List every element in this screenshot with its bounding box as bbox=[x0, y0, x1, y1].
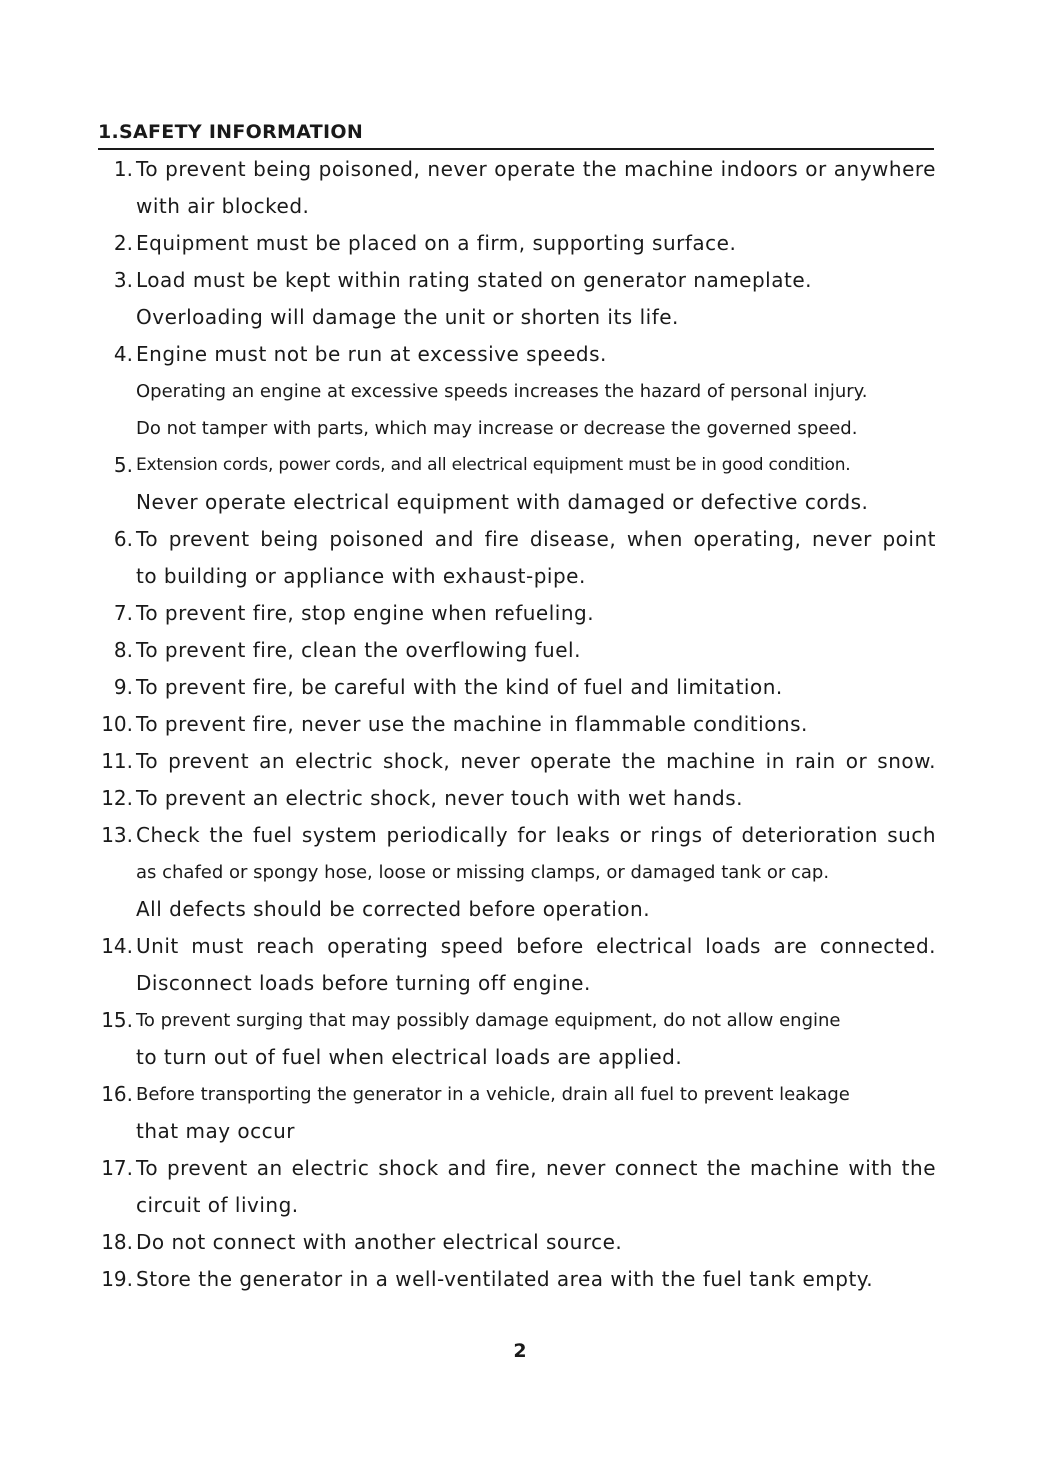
item-text: To prevent an electric shock and fire, never connect the machine with the bbox=[136, 1156, 936, 1180]
item-text: Unit must reach operating speed before electrical loads are connected. bbox=[136, 934, 936, 958]
item-number: 19. bbox=[101, 1267, 133, 1291]
list-item bbox=[0, 447, 1040, 484]
item-text: Store the generator in a well-ventilated area with the fuel tank empty. bbox=[136, 1267, 874, 1291]
list-item bbox=[0, 780, 1040, 817]
item-text: to turn out of fuel when electrical loads are applied. bbox=[136, 1045, 683, 1069]
item-text: Do not connect with another electrical source. bbox=[136, 1230, 623, 1254]
item-text: To prevent surging that may possibly damage equipment, do not allow engine bbox=[136, 1010, 841, 1031]
item-text: Before transporting the generator in a vehicle, drain all fuel to prevent leakage bbox=[136, 1084, 850, 1105]
item-text: Overloading will damage the unit or shorten its life. bbox=[136, 305, 679, 329]
list-item-continuation bbox=[0, 484, 1040, 521]
item-text: To prevent being poisoned, never operate the machine indoors or anywhere bbox=[136, 157, 936, 181]
list-item-continuation bbox=[0, 188, 1040, 225]
list-item bbox=[0, 1076, 1040, 1113]
list-item bbox=[0, 928, 1040, 965]
item-number: 3. bbox=[113, 268, 133, 292]
item-number: 14. bbox=[101, 934, 133, 958]
item-text: To prevent an electric shock, never touch with wet hands. bbox=[136, 786, 743, 810]
item-number: 15. bbox=[101, 1008, 133, 1032]
item-number: 5. bbox=[113, 453, 133, 477]
item-text: Extension cords, power cords, and all electrical equipment must be in good condition. bbox=[136, 455, 851, 475]
item-text: that may occur bbox=[136, 1119, 296, 1143]
list-item bbox=[0, 1150, 1040, 1187]
section-heading-rule bbox=[98, 118, 934, 150]
list-item-continuation bbox=[0, 1039, 1040, 1076]
item-text: Disconnect loads before turning off engine. bbox=[136, 971, 591, 995]
item-text: Load must be kept within rating stated on generator nameplate. bbox=[136, 268, 812, 292]
item-number: 10. bbox=[101, 712, 133, 736]
item-number: 18. bbox=[101, 1230, 133, 1254]
item-number: 2. bbox=[113, 231, 133, 255]
item-text: circuit of living. bbox=[136, 1193, 299, 1217]
item-text: To prevent fire, never use the machine in flammable conditions. bbox=[136, 712, 808, 736]
list-item bbox=[0, 336, 1040, 373]
list-item bbox=[0, 521, 1040, 558]
list-item bbox=[0, 595, 1040, 632]
item-text: Do not tamper with parts, which may increase or decrease the governed speed. bbox=[136, 418, 858, 439]
list-item-continuation bbox=[0, 558, 1040, 595]
item-number: 11. bbox=[101, 749, 133, 773]
item-number: 7. bbox=[113, 601, 133, 625]
item-number: 16. bbox=[101, 1082, 133, 1106]
item-text: Equipment must be placed on a firm, supporting surface. bbox=[136, 231, 737, 255]
item-text: Operating an engine at excessive speeds increases the hazard of personal injury. bbox=[136, 381, 868, 402]
item-text: Check the fuel system periodically for leaks or rings of deterioration such bbox=[136, 823, 936, 847]
list-item bbox=[0, 1002, 1040, 1039]
list-item-continuation bbox=[0, 854, 1040, 891]
item-number: 13. bbox=[101, 823, 133, 847]
item-text: with air blocked. bbox=[136, 194, 310, 218]
page-number: 2 bbox=[513, 1340, 527, 1362]
list-item-continuation bbox=[0, 965, 1040, 1002]
item-text: Engine must not be run at excessive speeds. bbox=[136, 342, 607, 366]
item-number: 12. bbox=[101, 786, 133, 810]
item-text: All defects should be corrected before operation. bbox=[136, 897, 651, 921]
list-item bbox=[0, 743, 1040, 780]
item-text: To prevent fire, be careful with the kind of fuel and limitation. bbox=[136, 675, 783, 699]
item-number: 6. bbox=[113, 527, 133, 551]
list-item bbox=[0, 1224, 1040, 1261]
list-item bbox=[0, 151, 1040, 188]
list-item-continuation bbox=[0, 891, 1040, 928]
list-item-continuation bbox=[0, 373, 1040, 410]
item-text: To prevent being poisoned and fire disease, when operating, never point bbox=[136, 527, 936, 551]
list-item bbox=[0, 1261, 1040, 1298]
list-item bbox=[0, 225, 1040, 262]
list-item-continuation bbox=[0, 410, 1040, 447]
item-text: to building or appliance with exhaust-pipe. bbox=[136, 564, 586, 588]
item-number: 4. bbox=[113, 342, 133, 366]
safety-list bbox=[0, 151, 1040, 1298]
list-item-continuation bbox=[0, 1187, 1040, 1224]
list-item bbox=[0, 262, 1040, 299]
item-number: 1. bbox=[113, 157, 133, 181]
list-item-continuation bbox=[0, 1113, 1040, 1150]
section-heading: 1.SAFETY INFORMATION bbox=[98, 121, 364, 143]
list-item bbox=[0, 632, 1040, 669]
list-item-continuation bbox=[0, 299, 1040, 336]
item-number: 17. bbox=[101, 1156, 133, 1180]
item-number: 8. bbox=[113, 638, 133, 662]
list-item bbox=[0, 669, 1040, 706]
item-text: To prevent fire, stop engine when refueling. bbox=[136, 601, 595, 625]
list-item bbox=[0, 817, 1040, 854]
item-text: as chafed or spongy hose, loose or missing clamps, or damaged tank or cap. bbox=[136, 862, 830, 883]
item-text: To prevent fire, clean the overflowing fuel. bbox=[136, 638, 581, 662]
item-text: To prevent an electric shock, never operate the machine in rain or snow. bbox=[136, 749, 936, 773]
item-text: Never operate electrical equipment with damaged or defective cords. bbox=[136, 490, 869, 514]
item-number: 9. bbox=[113, 675, 133, 699]
list-item bbox=[0, 706, 1040, 743]
